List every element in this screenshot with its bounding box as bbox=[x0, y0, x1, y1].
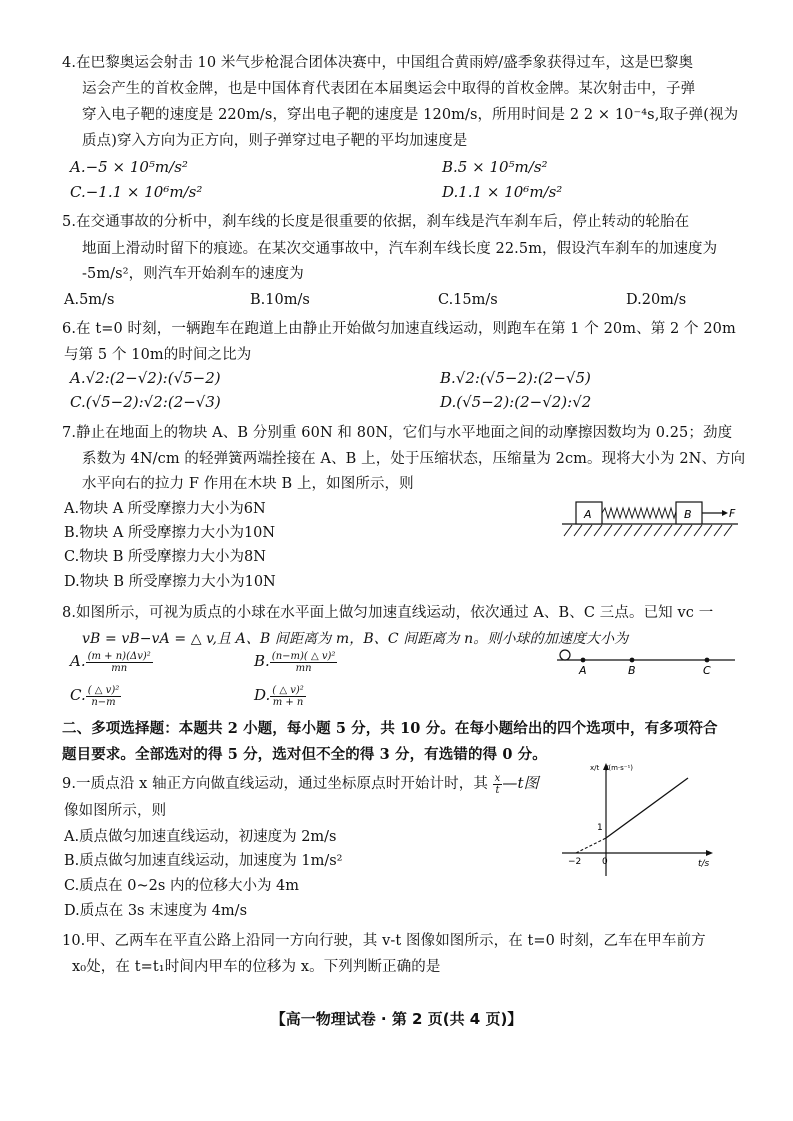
point-b-label: B bbox=[628, 664, 636, 676]
q7-option-d: D.物块 B 所受摩擦力大小为10N bbox=[64, 574, 276, 590]
q4-line-4: 质点)穿入方向为正方向，则子弹穿过电子靶的平均加速度是 bbox=[82, 133, 468, 149]
q6-line-2: 与第 5 个 10m的时间之比为 bbox=[64, 347, 252, 363]
q4-line-1: 4.在巴黎奥运会射击 10 米气步枪混合团体决赛中，中国组合黄雨婷/盛季象获得过车，这是巴黎奥 bbox=[62, 55, 694, 71]
q4-option-c: C.−1.1 × 10⁶m/s² bbox=[70, 183, 203, 201]
section-2-heading-line-2: 题目要求。全部选对的得 5 分，选对但不全的得 3 分，有选错的得 0 分。 bbox=[62, 746, 547, 763]
q6-option-c: C.(√5−2):√2:(2−√3) bbox=[70, 393, 221, 411]
q7-line-2: 系数为 4N/cm 的轻弹簧两端拴接在 A、B 上，处于压缩状态，压缩量为 2cm。现将大小为 2N、方向 bbox=[82, 451, 746, 467]
q10-line-2: x₀处，在 t=t₁时间内甲车的位移为 x。下列判断正确的是 bbox=[72, 959, 441, 975]
q8-line-1: 8.如图所示，可视为质点的小球在水平面上做匀加速直线运动，依次通过 A、B、C 三点。已知 vc 一 bbox=[62, 605, 714, 621]
q5-line-1: 5.在交通事故的分析中，刹车线的长度是很重要的依据，刹车线是汽车刹车后，停止转动的轮胎在 bbox=[62, 214, 690, 230]
q8-option-d: D. $\frac{\text{( △ v)²}}{m + n}$ bbox=[254, 684, 304, 708]
graph-line bbox=[606, 778, 688, 838]
point-a-label: A bbox=[579, 664, 587, 676]
section-2-heading-line-1: 二、多项选择题：本题共 2 小题，每小题 5 分，共 10 分。在每小题给出的四个选项中，有多项符合 bbox=[62, 720, 718, 737]
origin-label: 0 bbox=[602, 857, 608, 867]
y-tick-1: 1 bbox=[597, 823, 603, 833]
q5-line-2: 地面上滑动时留下的痕迹。在某次交通事故中，汽车刹车线长度 22.5m，假设汽车刹车的加速度为 bbox=[82, 241, 718, 257]
q8-option-c: C. $\frac{\text{( △ v)²}}{n-m}$ bbox=[70, 684, 120, 708]
q8-option-b: B. $\frac{\text{(n−m)( △ v)²}}{mn}$ bbox=[254, 650, 336, 674]
q7-option-c: C.物块 B 所受摩擦力大小为8N bbox=[64, 549, 266, 565]
q9-option-d: D.质点在 3s 末速度为 4m/s bbox=[64, 903, 248, 919]
q6-line-1: 6.在 t=0 时刻，一辆跑车在跑道上由静止开始做匀加速直线运动，则跑车在第 1 个 20m、第 2 个 20m bbox=[62, 321, 736, 337]
q5-option-b: B.10m/s bbox=[250, 292, 310, 308]
q4-option-b: B.5 × 10⁵m/s² bbox=[442, 158, 548, 176]
q7-option-a: A.物块 A 所受摩擦力大小为6N bbox=[64, 501, 266, 517]
q5-line-3: -5m/s²，则汽车开始刹车的速度为 bbox=[82, 266, 304, 282]
force-label: F bbox=[729, 507, 736, 520]
x-axis-label: t/s bbox=[698, 859, 710, 869]
q8-option-a: A. $\frac{\text{(m + n)(Δv)²}}{mn}$ bbox=[70, 650, 151, 674]
q5-option-c: C.15m/s bbox=[438, 292, 498, 308]
q9-option-a: A.质点做匀加速直线运动，初速度为 2m/s bbox=[64, 829, 337, 845]
q10-line-1: 10.甲、乙两车在平直公路上沿同一方向行驶，其 v-t 图像如图所示，在 t=0 时刻，乙车在甲车前方 bbox=[62, 933, 706, 949]
q4-line-3: 穿入电子靶的速度是 220m/s，穿出电子靶的速度是 120m/s，所用时间是 2 2 × 10⁻⁴s,取子弹(视为 bbox=[82, 107, 739, 123]
y-axis-label: x/t bbox=[590, 764, 600, 772]
q6-option-d: D.(√5−2):(2−√2):√2 bbox=[440, 393, 592, 411]
q7-line-1: 7.静止在地面上的物块 A、B 分别重 60N 和 80N，它们与水平地面之间的动摩擦因数均为 0.25；劲度 bbox=[62, 425, 733, 441]
ball bbox=[560, 650, 570, 660]
q9-xt-graph bbox=[560, 760, 720, 880]
q7-spring-figure bbox=[560, 494, 750, 542]
block-a-label: A bbox=[584, 508, 592, 521]
point-c bbox=[705, 658, 710, 663]
q4-option-d: D.1.1 × 10⁶m/s² bbox=[442, 183, 563, 201]
q6-option-b: B.√2:(√5−2):(2−√5) bbox=[440, 369, 591, 387]
q8-track-figure bbox=[555, 648, 740, 676]
q5-option-a: A.5m/s bbox=[64, 292, 115, 308]
q9-option-c: C.质点在 0~2s 内的位移大小为 4m bbox=[64, 878, 300, 894]
q4-line-2: 运会产生的首枚金牌，也是中国体育代表团在本届奥运会中取得的首枚金牌。某次射击中，子弹 bbox=[82, 81, 696, 97]
graph-extension bbox=[576, 838, 606, 853]
q6-option-a: A.√2:(2−√2):(√5−2) bbox=[70, 369, 221, 387]
q9-line-2: 像如图所示，则 bbox=[64, 803, 167, 819]
q5-option-d: D.20m/s bbox=[626, 292, 687, 308]
point-b bbox=[630, 658, 635, 663]
q7-option-b: B.物块 A 所受摩擦力大小为10N bbox=[64, 525, 276, 541]
y-axis-unit: /(m·s⁻¹) bbox=[606, 764, 634, 772]
q4-option-a: A.−5 × 10⁵m/s² bbox=[70, 158, 188, 176]
block-b-label: B bbox=[684, 508, 692, 521]
q9-option-b: B.质点做匀加速直线运动，加速度为 1m/s² bbox=[64, 853, 343, 869]
q8-line-2: vB = vB−vA = △ v,且 A、B 间距离为 m，B、C 间距离为 n。则小球的加速度大小为 bbox=[82, 631, 629, 647]
q9-line-1: 9.一质点沿 x 轴正方向做直线运动，通过坐标原点时开始计时，其 $\frac{x}{t}$ —t图 bbox=[62, 772, 539, 796]
q7-line-3: 水平向右的拉力 F 作用在木块 B 上，如图所示，则 bbox=[82, 476, 414, 492]
page-footer: 【高一物理试卷 · 第 2 页(共 4 页)】 bbox=[270, 1010, 523, 1028]
x-tick-neg2: −2 bbox=[568, 857, 582, 867]
point-c-label: C bbox=[703, 664, 711, 676]
point-a bbox=[581, 658, 586, 663]
